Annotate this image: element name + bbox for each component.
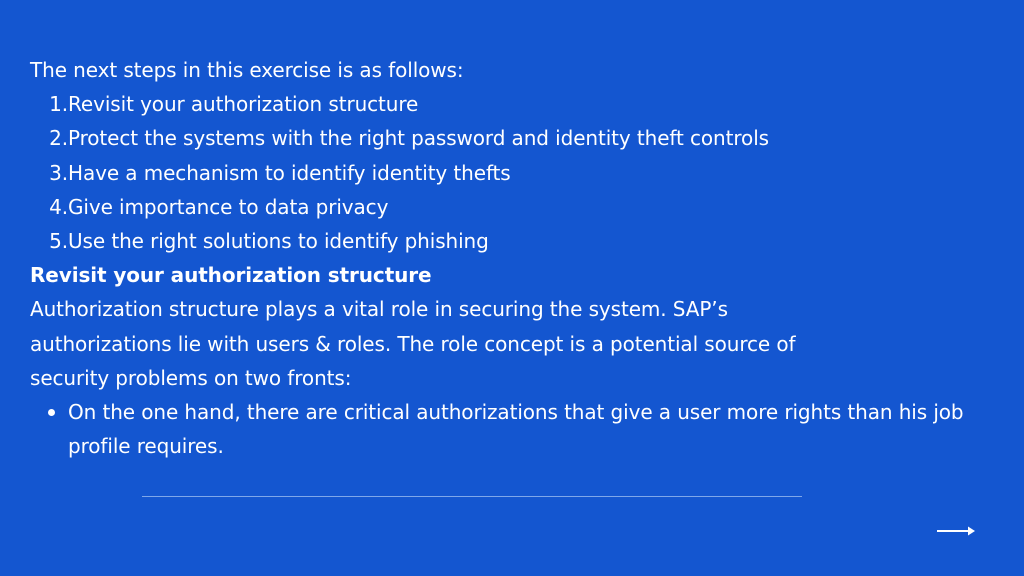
paragraph-line: Authorization structure plays a vital role in securing the system. SAP’s [30,297,728,322]
bullet-text: On the one hand, there are critical authorizations that give a user more rights than his job profile requires. [68,400,964,459]
list-number: 1. [49,92,68,117]
list-number: 3. [49,160,68,185]
divider [142,496,802,497]
paragraph [30,292,1000,395]
list-text: Give importance to data privacy [68,194,389,219]
paragraph-line: authorizations lie with users & roles. The role concept is a potential source of [30,331,796,356]
list-text: Have a mechanism to identify identity thefts [68,160,511,185]
list-item [30,190,1000,224]
list-item [30,224,1000,258]
paragraph-line: security problems on two fronts: [30,365,352,390]
arrow-right-icon[interactable] [936,524,976,538]
intro-text: The next steps in this exercise is as follows: [30,58,464,82]
slide-content [30,53,1000,463]
section-heading: Revisit your authorization structure [30,263,432,288]
list-text: Use the right solutions to identify phishing [68,229,489,254]
list-item [30,87,1000,121]
steps-list [30,87,1000,258]
bullet-list [30,395,1000,463]
list-item [30,121,1000,155]
list-item [30,156,1000,190]
list-number: 5. [49,229,68,254]
list-item [30,395,1000,463]
list-number: 2. [49,126,68,151]
list-text: Revisit your authorization structure [68,92,419,117]
list-text: Protect the systems with the right password and identity theft controls [68,126,769,151]
bullet-icon [30,395,68,463]
list-number: 4. [49,194,68,219]
